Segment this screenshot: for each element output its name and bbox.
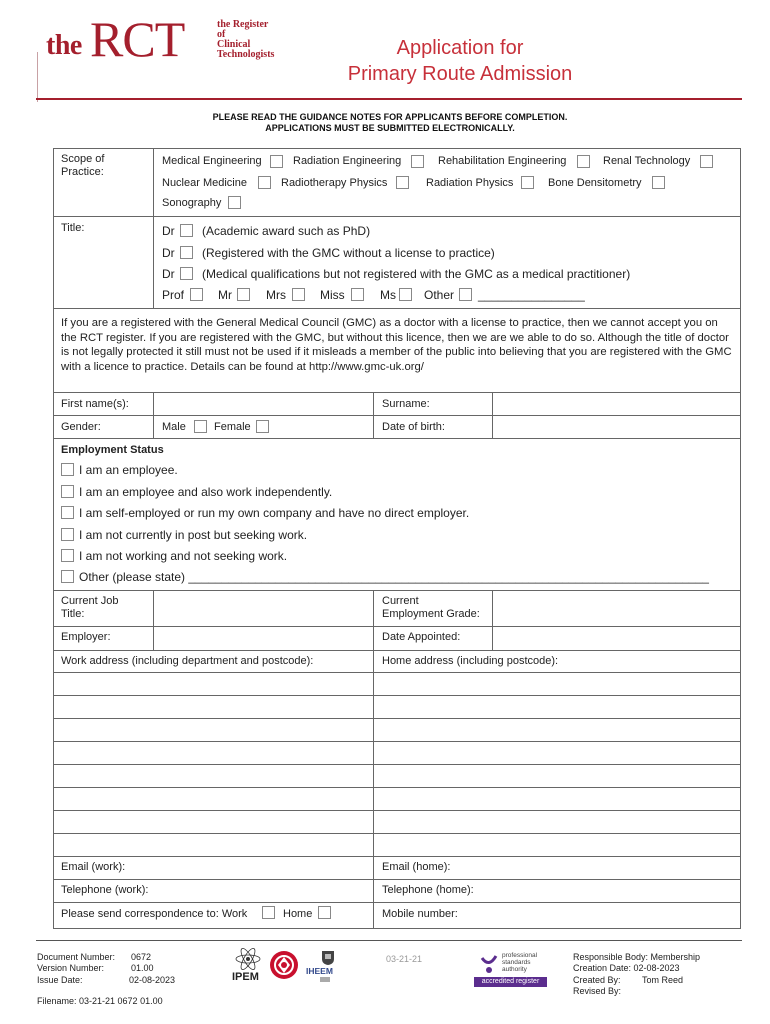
title-dr-label: Dr [162, 246, 175, 260]
title-line-1: Application for [396, 37, 524, 59]
scope-option-label: Bone Densitometry [548, 177, 642, 189]
revised-by-label: Revised By: [573, 986, 622, 996]
employment-employee-checkbox[interactable] [61, 463, 74, 476]
title-dr-label: Dr [162, 224, 175, 238]
logo-rct: RCT [90, 11, 185, 67]
title-mrs-checkbox[interactable] [292, 288, 305, 301]
footer-rule [36, 940, 742, 941]
first-name-input[interactable] [154, 393, 372, 414]
scope-option-label: Radiotherapy Physics [281, 177, 388, 189]
scope-label-2: Practice: [61, 166, 104, 178]
date-appointed-label: Date Appointed: [382, 631, 461, 643]
title-dr-academic-checkbox[interactable] [180, 224, 193, 237]
issue-date-label: Issue Date: [37, 975, 83, 985]
correspondence-work-checkbox[interactable] [262, 906, 275, 919]
correspondence-label: Please send correspondence to: Work [61, 908, 248, 920]
notes-line-1: PLEASE READ THE GUIDANCE NOTES FOR APPLICANTS BEFORE COMPLETION. [212, 112, 568, 122]
col-divider [373, 392, 374, 438]
ipem-logo-text: IPEM [232, 971, 259, 983]
employment-option-label: I am not working and not seeking work. [79, 549, 288, 563]
scope-label-1: Scope of [61, 153, 105, 165]
title-dr-note: (Registered with the GMC without a license to practice) [202, 246, 495, 260]
current-job-label-2: Title: [61, 608, 85, 620]
version-value: 01.00 [131, 963, 154, 973]
title-mr-label: Mr [218, 288, 232, 302]
grade-label-1: Current [382, 595, 419, 607]
title-ms-checkbox[interactable] [399, 288, 412, 301]
current-job-label-1: Current Job [61, 595, 119, 607]
scope-option-label: Nuclear Medicine [162, 177, 247, 189]
grade-input[interactable] [493, 591, 739, 625]
employment-self-employed-checkbox[interactable] [61, 506, 74, 519]
scope-option-label: Radiation Engineering [293, 155, 402, 167]
employment-option-label: I am not currently in post but seeking work. [79, 528, 308, 542]
logo-sub-line: of [217, 29, 226, 40]
title-dr-gmc-checkbox[interactable] [180, 246, 193, 259]
scope-nuclear-medicine-checkbox[interactable] [258, 176, 271, 189]
created-by-label: Created By: [573, 975, 621, 985]
title-line-2: Primary Route Admission [347, 63, 573, 85]
scope-option-label: Rehabilitation Engineering [438, 155, 567, 167]
ipem-atom-icon [232, 948, 264, 970]
scope-option-label: Renal Technology [603, 155, 691, 167]
psa-line: authority [502, 966, 527, 973]
employment-other-checkbox[interactable] [61, 570, 74, 583]
scope-radiotherapy-physics-checkbox[interactable] [396, 176, 409, 189]
employment-heading: Employment Status [61, 444, 164, 456]
title-dr-note: (Medical qualifications but not registered with the GMC as a medical practitioner) [202, 267, 631, 281]
psa-accredited-badge: accredited register [474, 977, 547, 987]
date-appointed-input[interactable] [493, 627, 739, 649]
home-address-input[interactable] [374, 673, 739, 855]
email-home-label: Email (home): [382, 861, 451, 873]
scope-option-label: Sonography [162, 197, 222, 209]
logo-sub-line: Technologists [217, 49, 275, 60]
title-other-label: Other [424, 288, 455, 302]
title-dr-label: Dr [162, 267, 175, 281]
title-dr-medical-checkbox[interactable] [180, 267, 193, 280]
title-miss-label: Miss [320, 288, 345, 302]
female-checkbox[interactable] [256, 420, 269, 433]
employment-seeking-work-checkbox[interactable] [61, 528, 74, 541]
creation-date: Creation Date: 02-08-2023 [573, 963, 680, 973]
dob-label: Date of birth: [382, 421, 445, 433]
email-work-label: Email (work): [61, 861, 126, 873]
page-title [300, 35, 620, 87]
logo-subtitle [217, 20, 274, 60]
doc-number-label: Document Number: [37, 952, 116, 962]
created-by-value: Tom Reed [642, 975, 684, 985]
female-label: Female [214, 421, 251, 433]
correspondence-home-checkbox[interactable] [318, 906, 331, 919]
rule [53, 902, 741, 903]
employment-option-label: I am an employee. [79, 463, 178, 477]
employment-option-label: I am an employee and also work independently. [79, 485, 333, 499]
rule [53, 216, 741, 217]
scope-radiation-engineering-checkbox[interactable] [411, 155, 424, 168]
rule [53, 928, 741, 929]
correspondence-home-label: Home [283, 908, 313, 920]
scope-renal-technology-checkbox[interactable] [700, 155, 713, 168]
rule [53, 438, 741, 439]
psa-line: professional [502, 952, 538, 959]
title-mrs-label: Mrs [266, 288, 286, 302]
notes-line-2: APPLICATIONS MUST BE SUBMITTED ELECTRONICALLY. [265, 123, 515, 133]
employment-not-working-checkbox[interactable] [61, 549, 74, 562]
scope-option-label: Medical Engineering [162, 155, 262, 167]
title-other-field[interactable]: ________________ [478, 288, 585, 302]
title-prof-label: Prof [162, 288, 185, 302]
rule [53, 879, 741, 880]
iheem-crest-icon [321, 950, 335, 966]
title-prof-checkbox[interactable] [190, 288, 203, 301]
employer-label: Employer: [61, 631, 111, 643]
version-label: Version Number: [37, 963, 105, 973]
rule [53, 148, 741, 149]
grade-label-2: Employment Grade: [382, 608, 480, 620]
title-other-checkbox[interactable] [459, 288, 472, 301]
scope-option-label: Radiation Physics [426, 177, 514, 189]
iheem-bar-icon [320, 977, 330, 982]
logo-sub-line: Clinical [217, 39, 251, 50]
surname-label: Surname: [382, 398, 430, 410]
center-code: 03-21-21 [386, 954, 423, 964]
employment-employee-independent-checkbox[interactable] [61, 485, 74, 498]
male-checkbox[interactable] [194, 420, 207, 433]
first-name-label: First name(s): [61, 398, 129, 410]
scope-medical-engineering-checkbox[interactable] [270, 155, 283, 168]
psa-logo-text [502, 952, 537, 973]
employment-option-label: I am self-employed or run my own company and have no direct employer. [79, 506, 470, 520]
rule [53, 308, 741, 309]
doc-number-value: 0672 [131, 952, 152, 962]
surname-input[interactable] [493, 393, 739, 414]
title-miss-checkbox[interactable] [351, 288, 364, 301]
title-mr-checkbox[interactable] [237, 288, 250, 301]
gender-label: Gender: [61, 421, 101, 433]
dob-input[interactable] [493, 416, 739, 437]
employment-other-field[interactable]: Other (please state) ______________________________________________________________________________ [79, 571, 709, 584]
psa-tick-icon [480, 954, 498, 974]
emblem-icon [268, 948, 300, 982]
responsible-body: Responsible Body: Membership [573, 952, 701, 962]
guidance-notes [40, 112, 740, 134]
scope-radiation-physics-checkbox[interactable] [521, 176, 534, 189]
scope-sonography-checkbox[interactable] [228, 196, 241, 209]
rule [53, 650, 741, 651]
current-job-input[interactable] [154, 591, 372, 625]
telephone-work-label: Telephone (work): [61, 884, 149, 896]
title-dr-note: (Academic award such as PhD) [202, 224, 371, 238]
logo-the: the [46, 30, 82, 61]
mobile-label: Mobile number: [382, 908, 458, 920]
psa-line: standards [502, 959, 531, 966]
logo-sub-line: the Register [217, 19, 269, 30]
scope-bone-densitometry-checkbox[interactable] [652, 176, 665, 189]
work-address-input[interactable] [54, 673, 372, 855]
home-address-label: Home address (including postcode): [382, 655, 559, 667]
title-ms-label: Ms [380, 288, 396, 302]
filename: Filename: 03-21-21 0672 01.00 [37, 996, 163, 1006]
title-label: Title: [61, 222, 85, 234]
scope-rehabilitation-engineering-checkbox[interactable] [577, 155, 590, 168]
header-rule [36, 98, 742, 100]
label-divider [153, 148, 154, 308]
border-right [740, 148, 741, 929]
gmc-paragraph: If you are a registered with the General Medical Council (GMC) as a doctor with a license to practice, then we cannot accept you on the RCT register. If you are registered with the GMC, but without this licence, then we are we able to do so. Although the title of doctor is not legally protected it still must not be used if it misleads a member of the public into believing that you are registered with the GMC with a licence to practice. Details can be found at http://www.gmc-uk.org/ [61, 317, 732, 373]
employer-input[interactable] [154, 627, 372, 649]
male-label: Male [162, 421, 186, 433]
telephone-home-label: Telephone (home): [382, 884, 474, 896]
rule [53, 856, 741, 857]
work-address-label: Work address (including department and postcode): [61, 655, 314, 667]
iheem-logo-text: IHEEM [306, 966, 333, 976]
issue-date-value: 02-08-2023 [129, 975, 176, 985]
